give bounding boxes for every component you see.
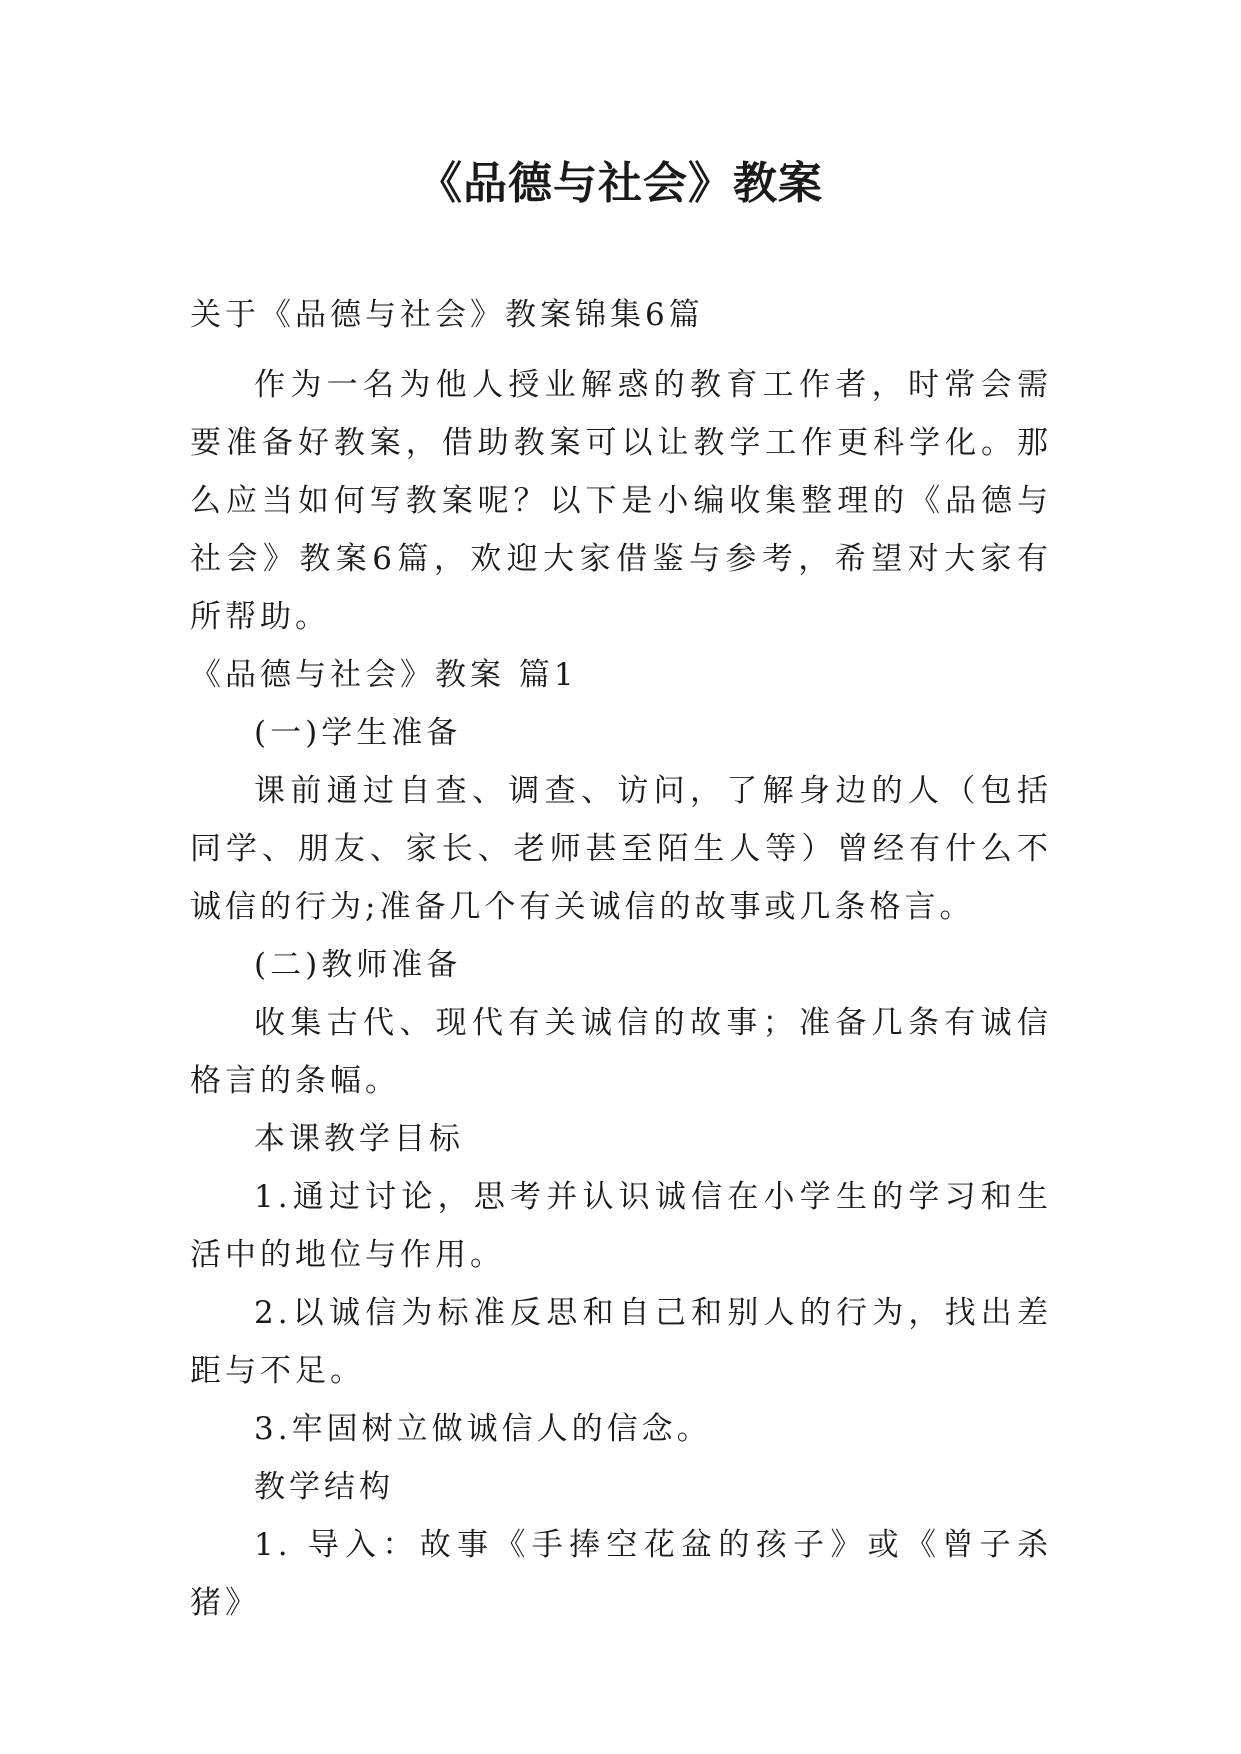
objective-item: 3.牢固树立做诚信人的信念。: [254, 1411, 712, 1447]
subheading-objectives: 本课教学目标: [254, 1121, 464, 1157]
structure-item: 1. 导入：故事《手捧空花盆的孩子》或《曾子杀猪》: [190, 1527, 1052, 1621]
objective-item: 1.通过讨论，思考并认识诚信在小学生的学习和生活中的地位与作用。: [190, 1179, 1052, 1273]
document-title: 《品德与社会》教案: [418, 158, 823, 209]
document-subtitle: 关于《品德与社会》教案锦集6篇: [190, 297, 704, 333]
subheading-student-prep: (一)学生准备: [254, 715, 462, 751]
section-heading: 《品德与社会》教案 篇1: [190, 657, 578, 693]
paragraph-teacher-prep: 收集古代、现代有关诚信的故事；准备几条有诚信格言的条幅。: [190, 1005, 1052, 1099]
subheading-teacher-prep: (二)教师准备: [254, 947, 462, 983]
subheading-structure: 教学结构: [254, 1469, 394, 1505]
intro-paragraph: 作为一名为他人授业解惑的教育工作者，时常会需要准备好教案，借助教案可以让教学工作更科学化。那么应当如何写教案呢？以下是小编收集整理的《品德与社会》教案6篇，欢迎大家借鉴与参考，希望对大家有所帮助。: [190, 367, 1052, 635]
document-body: [190, 356, 1052, 1632]
objective-item: 2.以诚信为标准反思和自己和别人的行为，找出差距与不足。: [190, 1295, 1052, 1389]
paragraph-student-prep: 课前通过自查、调查、访问，了解身边的人（包括同学、朋友、家长、老师甚至陌生人等）曾经有什么不诚信的行为;准备几个有关诚信的故事或几条格言。: [190, 773, 1052, 925]
